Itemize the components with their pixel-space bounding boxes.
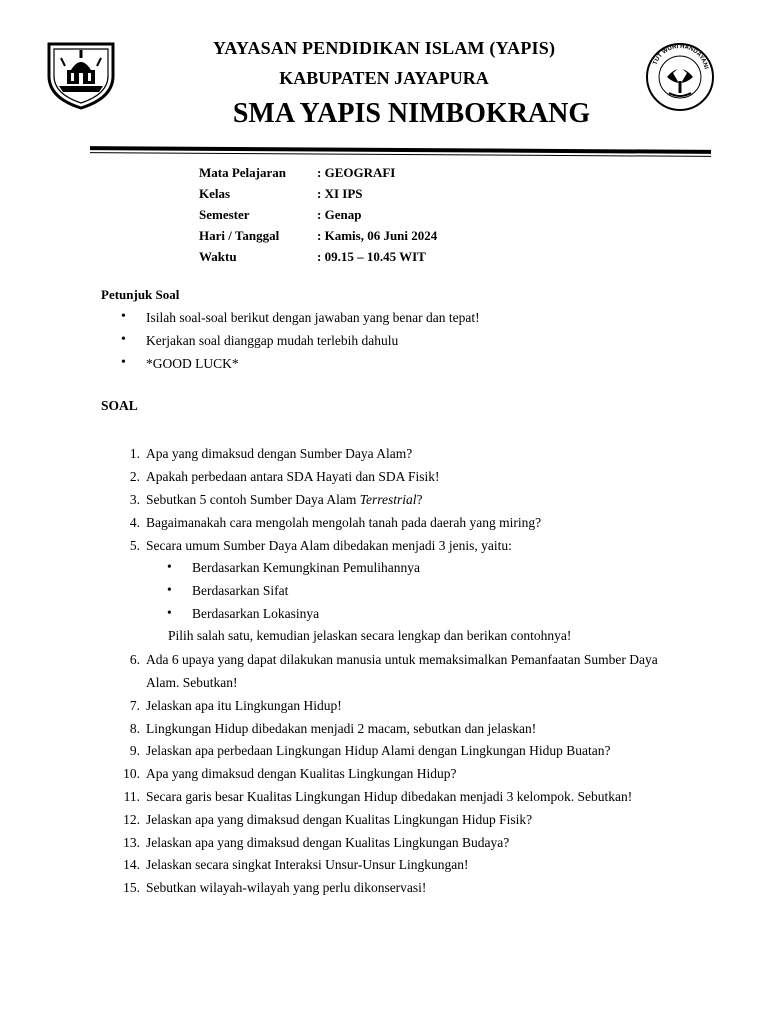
exam-info-table [199,162,437,267]
bullet-icon: • [167,559,172,574]
logo-motto-text: TUT WURI HANDAYANI [652,43,709,70]
bullet-icon: • [121,355,126,370]
regency-title: KABUPATEN JAYAPURA [279,68,489,88]
foundation-title: YAYASAN PENDIDIKAN ISLAM (YAPIS) [212,38,556,58]
soal-title: SOAL [101,398,138,413]
info-row-semester: Semester : Genap [199,207,362,222]
info-row-date: Hari / Tanggal : Kamis, 06 Juni 2024 [199,228,438,243]
bullet-icon: • [121,332,126,347]
bullet-icon: • [167,582,172,597]
bullet-icon: • [167,605,172,620]
school-name: SMA YAPIS NIMBOKRANG [232,98,591,129]
bullet-icon: • [121,309,126,324]
info-row-subject: Mata Pelajaran : GEOGRAFI [199,165,396,180]
info-row-class: Kelas : XI IPS [199,186,363,201]
info-row-time: Waktu : 09.15 – 10.45 WIT [199,249,426,264]
question-note: Pilih salah satu, kemudian jelaskan secara lengkap dan berikan contohnya! [168,628,572,643]
instructions-title: Petunjuk Soal [101,287,180,302]
